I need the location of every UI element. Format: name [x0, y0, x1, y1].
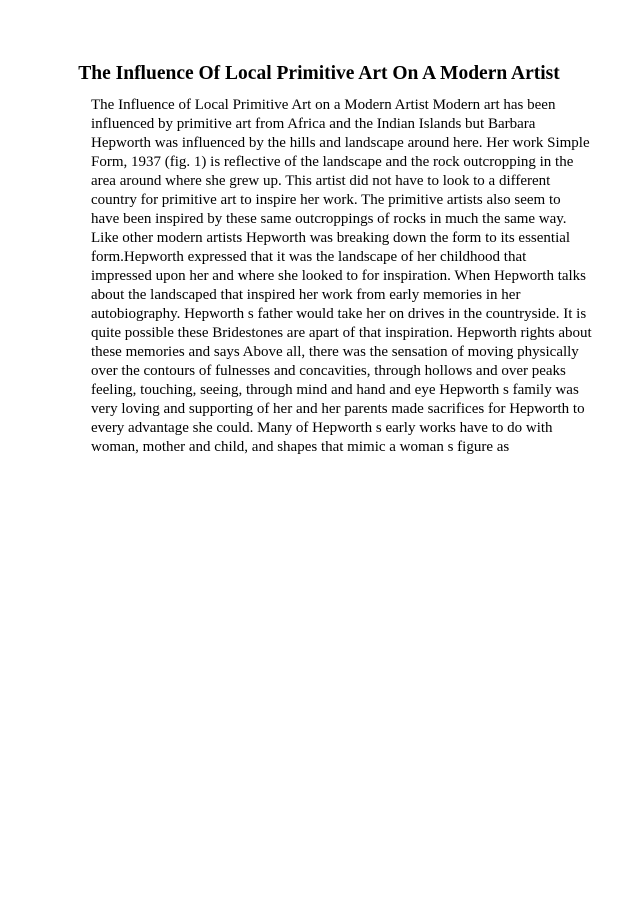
text-line: Form, 1937 (fig. 1) is reflective of the landscape and the rock outcropping in the	[91, 154, 574, 170]
text-line: woman, mother and child, and shapes that mimic a woman s figure as	[91, 439, 510, 455]
body-paragraph	[91, 96, 591, 457]
text-line: autobiography. Hepworth s father would take her on drives in the countryside. It is	[91, 306, 587, 322]
text-line: every advantage she could. Many of Hepworth s early works have to do with	[91, 420, 553, 436]
text-line: The Influence of Local Primitive Art on a Modern Artist Modern art has been	[91, 97, 556, 113]
text-line: have been inspired by these same outcroppings of rocks in much the same way.	[91, 211, 567, 227]
text-line: about the landscaped that inspired her work from early memories in her	[91, 287, 521, 303]
text-line: form.Hepworth expressed that it was the landscape of her childhood that	[91, 249, 527, 265]
text-line: Hepworth was influenced by the hills and landscape around here. Her work Simple	[91, 135, 590, 151]
text-line: feeling, touching, seeing, through mind and hand and eye Hepworth s family was	[91, 382, 579, 398]
text-line: Like other modern artists Hepworth was breaking down the form to its essential	[91, 230, 571, 246]
text-line: influenced by primitive art from Africa and the Indian Islands but Barbara	[91, 116, 536, 132]
document-title: The Influence Of Local Primitive Art On A Modern Artist	[78, 63, 560, 84]
text-line: very loving and supporting of her and her parents made sacrifices for Hepworth to	[91, 401, 585, 417]
text-line: impressed upon her and where she looked to for inspiration. When Hepworth talks	[91, 268, 587, 284]
text-line: area around where she grew up. This artist did not have to look to a different	[91, 173, 551, 189]
text-line: quite possible these Bridestones are apart of that inspiration. Hepworth rights about	[91, 325, 592, 341]
text-line: over the contours of fulnesses and concavities, through hollows and over peaks	[91, 363, 566, 379]
text-line: these memories and says Above all, there was the sensation of moving physically	[91, 344, 579, 360]
text-line: country for primitive art to inspire her work. The primitive artists also seem to	[91, 192, 561, 208]
